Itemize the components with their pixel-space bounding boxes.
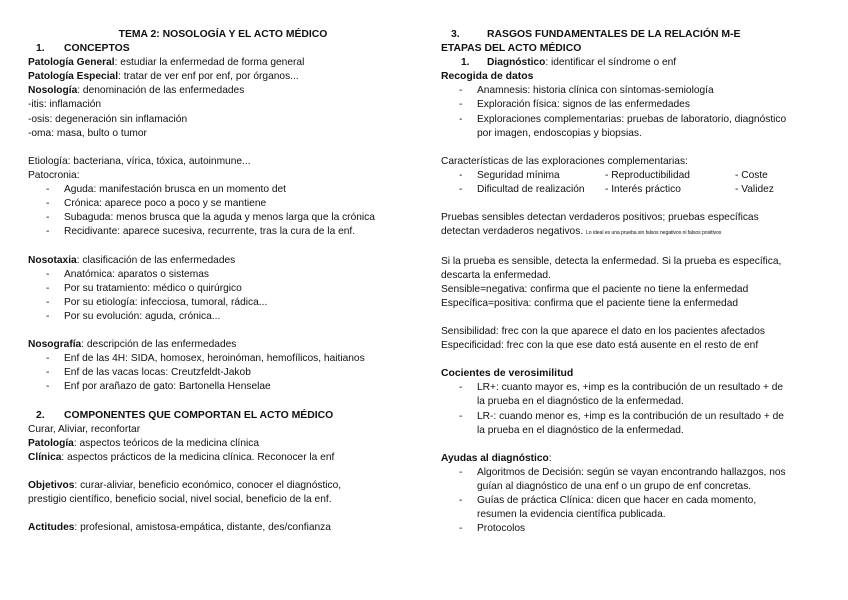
list-item: - Exploración física: signos de las enfermedades bbox=[441, 98, 825, 112]
suffix-itis: -itis: inflamación bbox=[28, 99, 102, 111]
sensibilidad-def: Sensibilidad: frec con la que aparece el dato en los pacientes afectados bbox=[441, 325, 765, 337]
def-patologia-general: Patología General: estudiar la enfermedad de forma general bbox=[28, 57, 305, 69]
nosotaxia-list bbox=[28, 268, 418, 324]
list-item: - LR-: cuando menor es, +imp es la contribución de un resultado + de la prueba en el diagnóstico de la enfermedad. bbox=[441, 410, 825, 438]
especificidad-def: Especificidad: frec con la que ese dato está ausente en el resto de enf bbox=[441, 340, 759, 352]
patocronia-label: Patocronia: bbox=[28, 169, 80, 181]
list-item: - Recidivante: aparece sucesiva, recurrente, tras la cura de la enf. bbox=[28, 225, 418, 239]
ayudas-list bbox=[441, 466, 825, 536]
sensible-line: Si la prueba es sensible, detecta la enfermedad. Si la prueba es específica, bbox=[441, 255, 782, 267]
actitudes: Actitudes: profesional, amistosa-empática, distante, des/confianza bbox=[28, 522, 331, 534]
etiologia: Etiología: bacteriana, vírica, tóxica, autoinmune... bbox=[28, 155, 251, 167]
caracteristicas-list bbox=[441, 169, 825, 197]
list-item: - Seguridad mínima - Reproductibilidad - Coste bbox=[441, 169, 825, 183]
list-item: - Dificultad de realización - Interés práctico - Validez bbox=[441, 183, 825, 197]
left-column bbox=[28, 28, 418, 535]
recogida-list bbox=[441, 84, 825, 140]
suffix-osis: -osis: degeneración sin inflamación bbox=[28, 113, 188, 125]
def-clinica: Clínica: aspectos prácticos de la medicina clínica. Reconocer la enf bbox=[28, 451, 335, 463]
right-column bbox=[441, 28, 825, 536]
caracteristicas-title: Características de las exploraciones complementarias: bbox=[441, 155, 688, 167]
list-item: - Enf por arañazo de gato: Bartonella Henselae bbox=[28, 380, 418, 394]
sensible-line: Específica=positiva: confirma que el paciente tiene la enfermedad bbox=[441, 297, 739, 309]
list-item: - Por su evolución: aguda, crónica... bbox=[28, 310, 418, 324]
pruebas-note: Lo ideal es una prueba sin falsos negativos ni falsos positivos bbox=[586, 230, 722, 237]
etapas-heading: ETAPAS DEL ACTO MÉDICO bbox=[441, 43, 582, 55]
list-item: - Por su etiología: infecciosa, tumoral, rádica... bbox=[28, 296, 418, 310]
list-item: - Guías de práctica Clínica: dicen que hacer en cada momento, resumen la evidencia científica publicada. bbox=[441, 494, 825, 522]
recogida-heading: Recogida de datos bbox=[441, 71, 534, 83]
pruebas-line-2: detectan verdaderos negativos. Lo ideal es una prueba sin falsos negativos ni falsos positivos bbox=[441, 226, 722, 238]
list-item: - Anamnesis: historia clínica con síntomas-semiología bbox=[441, 84, 825, 98]
page-title: TEMA 2: NOSOLOGÍA Y EL ACTO MÉDICO bbox=[118, 29, 328, 40]
section-2-heading: 2. COMPONENTES QUE COMPORTAN EL ACTO MÉDICO bbox=[36, 409, 334, 421]
section-1-heading: 1. CONCEPTOS bbox=[36, 43, 130, 55]
list-item: - LR+: cuanto mayor es, +imp es la contribución de un resultado + de la prueba en el diagnóstico de la enfermedad. bbox=[441, 381, 825, 409]
list-item: - Por su tratamiento: médico o quirúrgico bbox=[28, 282, 418, 296]
sensible-line: Sensible=negativa: confirma que el paciente no tiene la enfermedad bbox=[441, 283, 749, 295]
list-item: - Protocolos bbox=[441, 522, 825, 536]
objetivos-cont: prestigio científico, beneficio social, nivel social, beneficio de la enf. bbox=[28, 494, 332, 506]
nosografia-heading: Nosografía: descripción de las enfermedades bbox=[28, 339, 237, 351]
list-item: - Enf de las 4H: SIDA, homosex, heroinóman, hemofílicos, haitianos bbox=[28, 352, 418, 366]
list-item: - Aguda: manifestación brusca en un momento det bbox=[28, 183, 418, 197]
cocientes-heading: Cocientes de verosimilitud bbox=[441, 368, 574, 380]
patocronia-list bbox=[28, 183, 418, 239]
list-item: - Exploraciones complementarias: pruebas de laboratorio, diagnóstico por imagen, endoscopias y biopsias. bbox=[441, 113, 825, 141]
nosotaxia-heading: Nosotaxia: clasificación de las enfermedades bbox=[28, 254, 236, 266]
def-patologia: Patología: aspectos teóricos de la medicina clínica bbox=[28, 437, 260, 449]
cocientes-list bbox=[441, 381, 825, 437]
def-patologia-especial: Patología Especial: tratar de ver enf por enf, por órganos... bbox=[28, 71, 299, 83]
section-3-heading: 3. RASGOS FUNDAMENTALES DE LA RELACIÓN M-E bbox=[451, 29, 741, 40]
pruebas-line-1: Pruebas sensibles detectan verdaderos positivos; pruebas específicas bbox=[441, 212, 759, 224]
diagnostico-heading: 1. Diagnóstico: identificar el síndrome o enf bbox=[461, 57, 677, 69]
suffix-oma: -oma: masa, bulto o tumor bbox=[28, 127, 147, 139]
objetivos: Objetivos: curar-aliviar, beneficio económico, conocer el diagnóstico, bbox=[28, 480, 342, 491]
list-item: - Subaguda: menos brusca que la aguda y menos larga que la crónica bbox=[28, 211, 418, 225]
list-item: - Algoritmos de Decisión: según se vayan encontrando hallazgos, nos guían al diagnóstico de una enf o un grupo de enf concretas. bbox=[441, 466, 825, 494]
list-item: - Crónica: aparece poco a poco y se mantiene bbox=[28, 197, 418, 211]
ayudas-heading: Ayudas al diagnóstico: bbox=[441, 452, 552, 464]
list-item: - Enf de las vacas locas: Creutzfeldt-Jakob bbox=[28, 366, 418, 380]
list-item: - Anatómica: aparatos o sistemas bbox=[28, 268, 418, 282]
nosografia-list bbox=[28, 352, 418, 394]
sensible-line: descarta la enfermedad. bbox=[441, 269, 551, 281]
def-nosologia: Nosología: denominación de las enfermedades bbox=[28, 85, 245, 97]
curar-line: Curar, Aliviar, reconfortar bbox=[28, 423, 141, 435]
